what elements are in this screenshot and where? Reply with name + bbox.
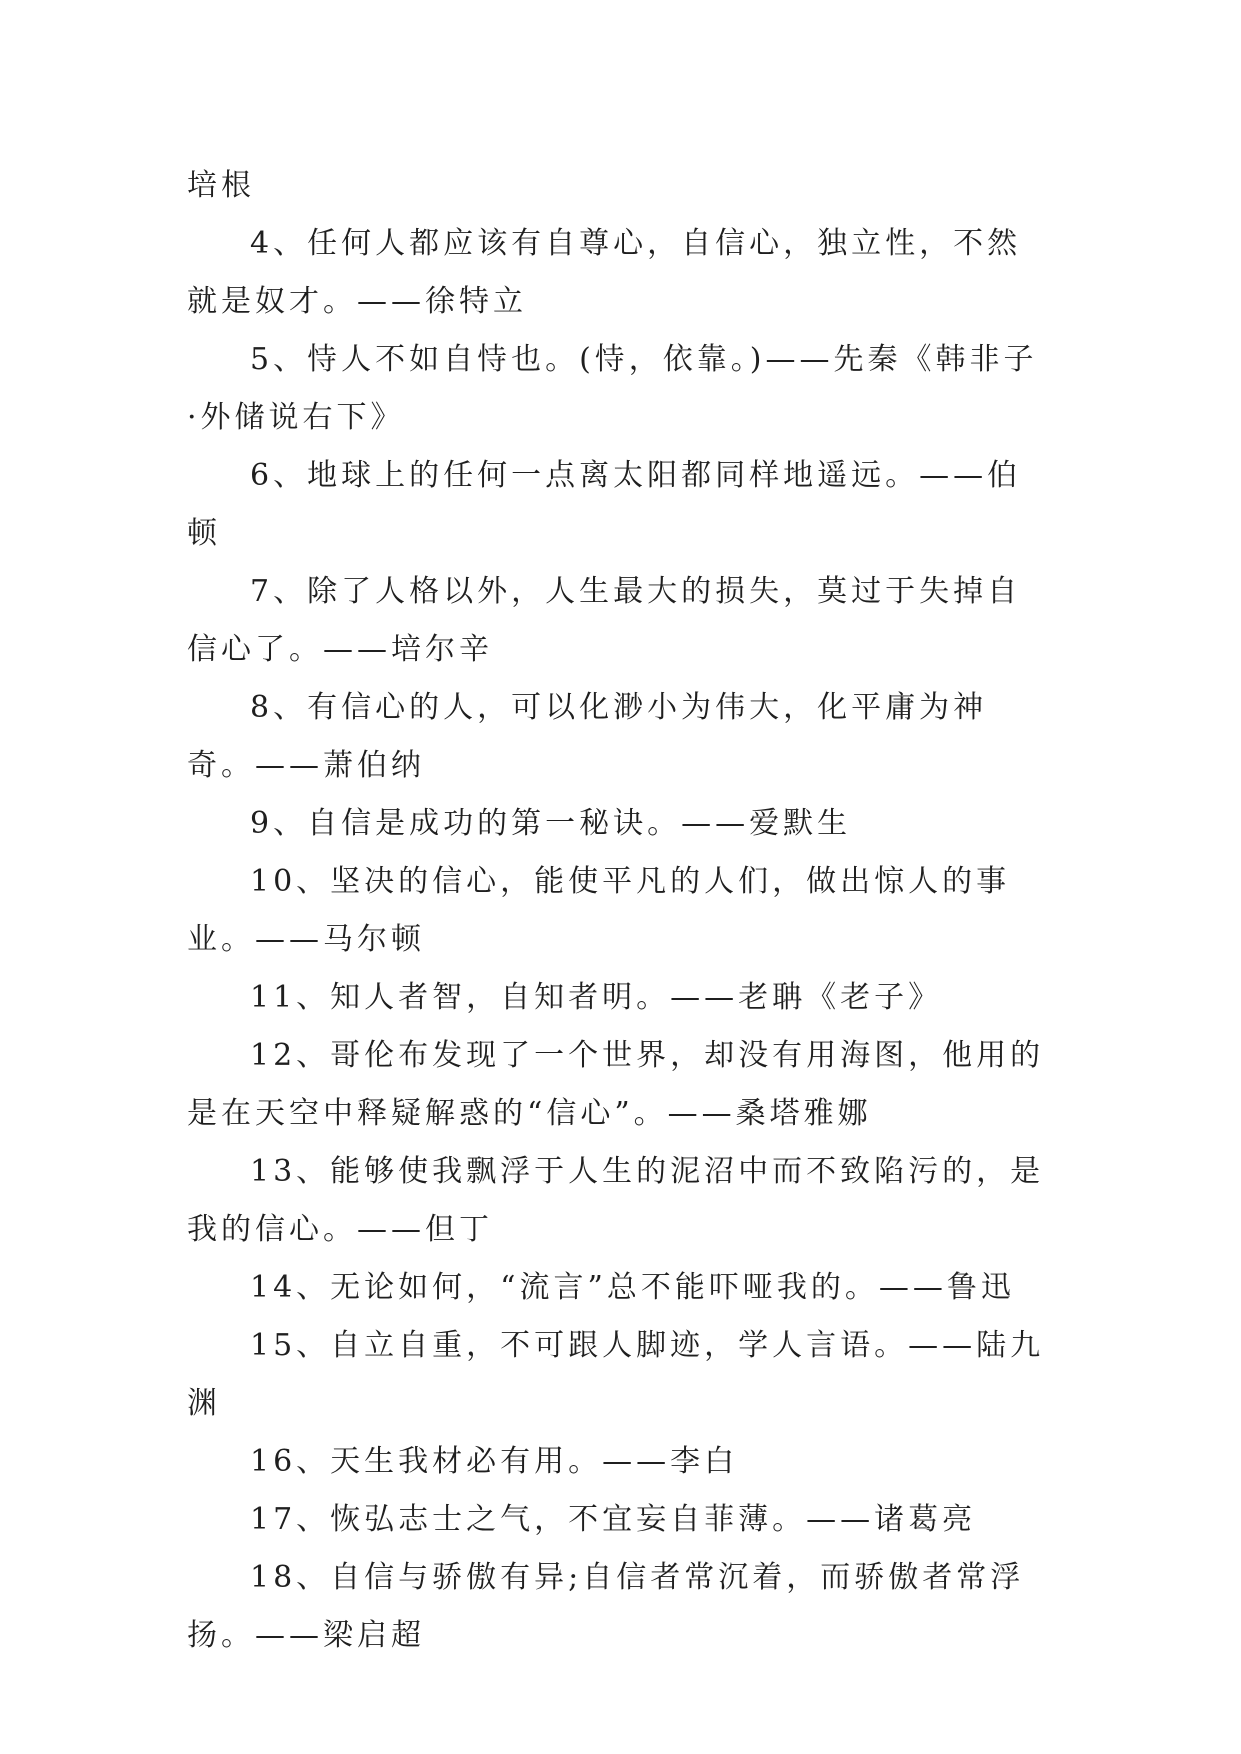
quote-list (187, 157, 1047, 1665)
quote-item: 4、任何人都应该有自尊心，自信心，独立性，不然就是奴才。——徐特立 (187, 226, 1022, 319)
quote-item: 7、除了人格以外，人生最大的损失，莫过于失掉自信心了。——培尔辛 (187, 574, 1022, 667)
quote-item: 6、地球上的任何一点离太阳都同样地遥远。——伯顿 (187, 458, 1022, 551)
quote-item: 11、知人者智，自知者明。——老聃《老子》 (250, 980, 943, 1015)
quote-item: 8、有信心的人，可以化渺小为伟大，化平庸为神奇。——萧伯纳 (187, 690, 988, 783)
quote-item: 10、坚决的信心，能使平凡的人们，做出惊人的事业。——马尔顿 (187, 864, 1011, 957)
quote-item: 9、自信是成功的第一秘诀。——爱默生 (250, 806, 852, 841)
quote-item: 5、恃人不如自恃也。(恃，依靠。)——先秦《韩非子·外储说右下》 (187, 342, 1038, 435)
quote-item: 16、天生我材必有用。——李白 (250, 1444, 739, 1479)
quote-item: 12、哥伦布发现了一个世界，却没有用海图，他用的是在天空中释疑解惑的“信心”。——桑塔雅娜 (187, 1038, 1045, 1131)
quote-item: 18、自信与骄傲有异;自信者常沉着，而骄傲者常浮扬。——梁启超 (187, 1560, 1025, 1653)
quote-item: 14、无论如何，“流言”总不能吓哑我的。——鲁迅 (250, 1270, 1015, 1305)
quote-item: 15、自立自重，不可跟人脚迹，学人言语。——陆九渊 (187, 1328, 1045, 1421)
quote-item: 13、能够使我飘浮于人生的泥沼中而不致陷污的，是我的信心。——但丁 (187, 1154, 1045, 1247)
quote-item: 17、恢弘志士之气，不宜妄自菲薄。——诸葛亮 (250, 1502, 977, 1537)
quote-continuation: 培根 (187, 168, 255, 203)
